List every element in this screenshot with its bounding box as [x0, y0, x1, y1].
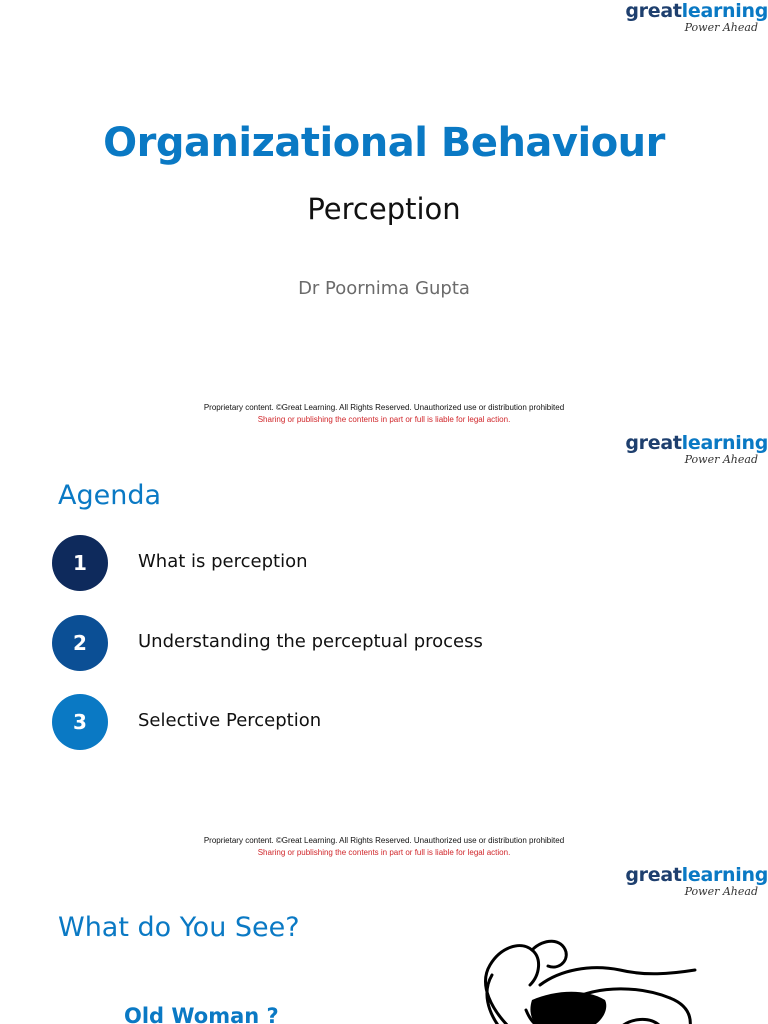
agenda-item-label: What is perception: [138, 551, 308, 572]
agenda-item: [52, 694, 652, 750]
title-slide: [0, 0, 768, 432]
agenda-item: [52, 615, 652, 671]
logo-learning: learning: [681, 864, 768, 886]
agenda-item-label: Selective Perception: [138, 710, 322, 731]
logo-great: great: [625, 864, 682, 886]
logo-tagline: Power Ahead: [684, 885, 758, 898]
agenda-item: [52, 535, 652, 591]
logo-great: great: [625, 0, 682, 22]
agenda-slide: [0, 432, 768, 864]
logo-tagline: Power Ahead: [684, 21, 758, 34]
slide-subtitle: Perception: [307, 192, 461, 226]
greatlearning-logo: [618, 864, 768, 898]
greatlearning-logo: [618, 0, 768, 34]
slide-title: Organizational Behaviour: [103, 120, 665, 166]
footer-proprietary: Proprietary content. ©Great Learning. All Rights Reserved. Unauthorized use or distribution prohibited: [203, 836, 565, 845]
old-woman-question: Old Woman ?: [124, 1004, 279, 1024]
agenda-number-badge: 2: [52, 615, 108, 671]
what-do-you-see-slide: [0, 864, 768, 1024]
slide-footer: [0, 402, 768, 426]
footer-legal: Sharing or publishing the contents in part or full is liable for legal action.: [257, 415, 511, 424]
logo-tagline: Power Ahead: [684, 453, 758, 466]
agenda-number-badge: 3: [52, 694, 108, 750]
old-woman-young-woman-illusion-icon: [470, 930, 710, 1024]
footer-legal: Sharing or publishing the contents in part or full is liable for legal action.: [257, 848, 511, 857]
logo-learning: learning: [681, 432, 768, 454]
logo-great: great: [625, 432, 682, 454]
logo-learning: learning: [681, 0, 768, 22]
slide-heading: What do You See?: [58, 912, 300, 943]
agenda-heading: Agenda: [58, 480, 162, 511]
agenda-number-badge: 1: [52, 535, 108, 591]
footer-proprietary: Proprietary content. ©Great Learning. All Rights Reserved. Unauthorized use or distribution prohibited: [203, 403, 565, 412]
agenda-item-label: Understanding the perceptual process: [138, 631, 483, 652]
slide-footer: [0, 835, 768, 859]
greatlearning-logo: [618, 432, 768, 466]
author-name: Dr Poornima Gupta: [298, 278, 470, 299]
